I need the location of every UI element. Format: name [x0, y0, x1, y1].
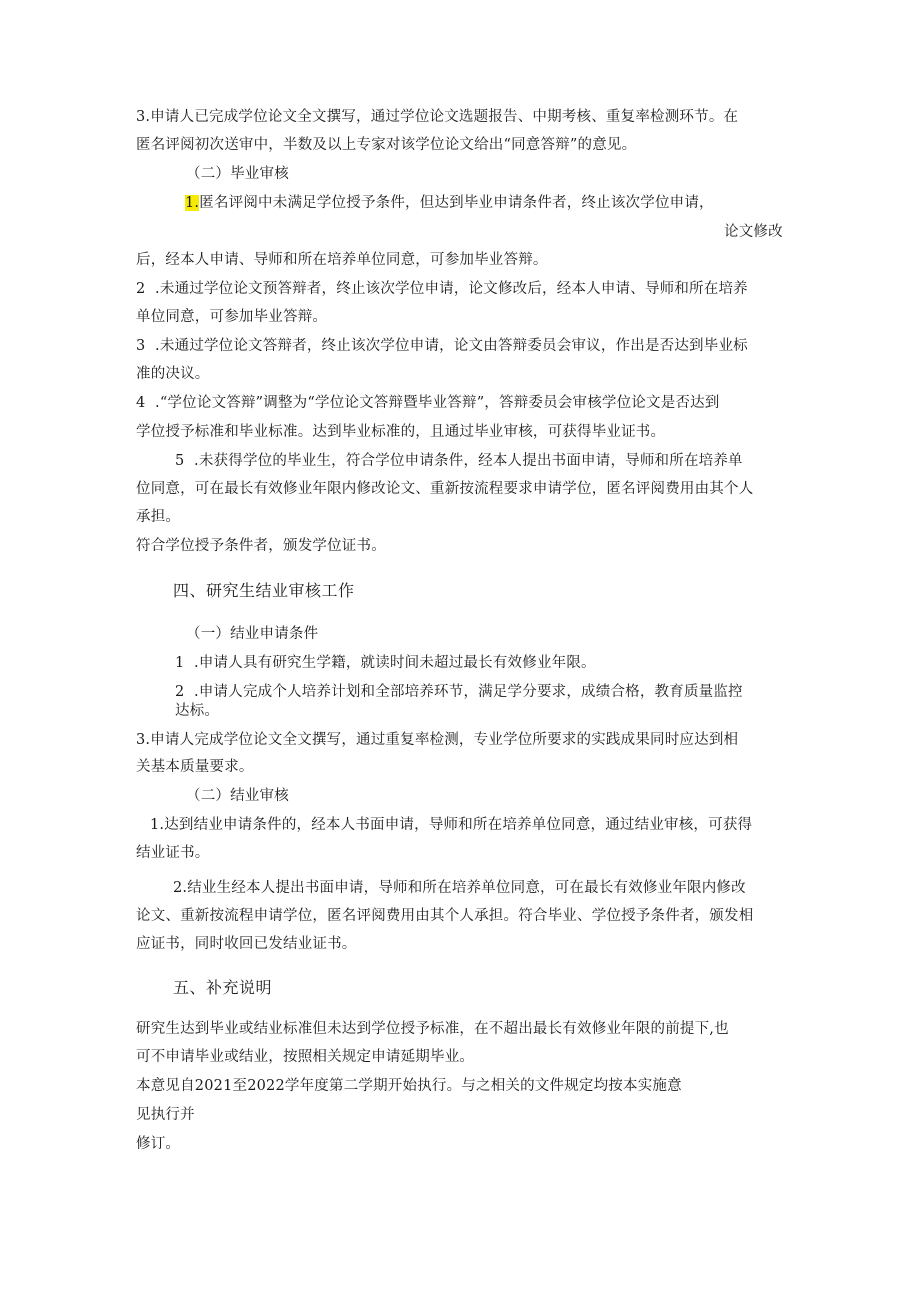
paragraph-line	[185, 193, 714, 213]
section-heading-5: 五、补充说明	[173, 978, 273, 997]
paragraph-line: 本意见自2021至2022学年度第二学期开始执行。与之相关的文件规定均按本实施意	[136, 1078, 682, 1094]
subheading-graduation-review: （二）毕业审核	[186, 166, 289, 182]
paragraph-line: 符合学位授予条件者，颁发学位证书。	[136, 538, 386, 554]
paragraph-line: 1 .申请人具有研究生学籍，就读时间未超过最长有效修业年限。	[175, 655, 596, 671]
paragraph-line: 单位同意，可参加毕业答辩。	[136, 309, 328, 325]
paragraph-line: 3.申请人已完成学位论文全文撰写，通过学位论文选题报告、中期考核、重复率检测环节。在	[136, 109, 739, 125]
paragraph-line: 位同意，可在最长有效修业年限内修改论文、重新按流程要求申请学位，匿名评阅费用由其个人	[136, 481, 754, 497]
paragraph-line: 2 .未通过学位论文预答辩者，终止该次学位申请，论文修改后，经本人申请、导师和所在培养	[136, 281, 748, 297]
paragraph-line: 5 .未获得学位的毕业生，符合学位申请条件，经本人提出书面申请，导师和所在培养单	[175, 453, 743, 469]
subheading-completion-review: （二）结业审核	[186, 788, 289, 804]
paragraph-line: 结业证书。	[136, 845, 210, 861]
paragraph-line: 准的决议。	[136, 366, 210, 382]
paragraph-line: 达标。	[175, 703, 220, 719]
paragraph-line: 3 .未通过学位论文答辩者，终止该次学位申请，论文由答辩委员会审议，作出是否达到毕业标	[136, 338, 748, 354]
paragraph-line: 3.申请人完成学位论文全文撰写，通过重复率检测，专业学位所要求的实践成果同时应达到相	[136, 732, 739, 748]
paragraph-line: 论文、重新按流程申请学位，匿名评阅费用由其个人承担。符合毕业、学位授予条件者，颁发相	[136, 908, 754, 924]
highlight-marker: 1.	[185, 195, 200, 211]
paragraph-line: 2 .申请人完成个人培养计划和全部培养环节，满足学分要求，成绩合格，教育质量监控	[175, 684, 743, 700]
paragraph-line: 承担。	[136, 509, 181, 525]
paragraph-line: 应证书，同时收回已发结业证书。	[136, 936, 357, 952]
paragraph-line: 研究生达到毕业或结业标准但未达到学位授予标准，在不超出最长有效修业年限的前提下,也	[136, 1021, 729, 1037]
paragraph-line: 修订。	[136, 1136, 181, 1152]
subheading-completion-conditions: （一）结业申请条件	[186, 626, 319, 642]
section-heading-4: 四、研究生结业审核工作	[173, 581, 355, 600]
paragraph-line: 后，经本人申请、导师和所在培养单位同意，可参加毕业答辩。	[136, 252, 548, 268]
paragraph-line: 1.达到结业申请条件的，经本人书面申请，导师和所在培养单位同意，通过结业审核，可获得	[150, 817, 753, 833]
paragraph-line: 匿名评阅初次送审中，半数及以上专家对该学位论文给出“同意答辩”的意见。	[136, 137, 637, 153]
paragraph-line: 2.结业生经本人提出书面申请，导师和所在培养单位同意，可在最长有效修业年限内修改	[173, 880, 746, 896]
paragraph-line: 可不申请毕业或结业，按照相关规定申请延期毕业。	[136, 1049, 475, 1065]
paragraph-line: 关基本质量要求。	[136, 759, 254, 775]
paragraph-line: 学位授予标准和毕业标准。达到毕业标准的，且通过毕业审核，可获得毕业证书。	[136, 424, 666, 440]
paragraph-line: 4 .“学位论文答辩”调整为“学位论文答辩暨毕业答辩”，答辩委员会审核学位论文是否达到	[136, 395, 720, 411]
paragraph-line: 见执行并	[136, 1107, 195, 1123]
paragraph-line: 论文修改	[724, 224, 783, 240]
paragraph-text: 匿名评阅中未满足学位授予条件，但达到毕业申请条件者，终止该次学位申请，	[199, 195, 714, 211]
